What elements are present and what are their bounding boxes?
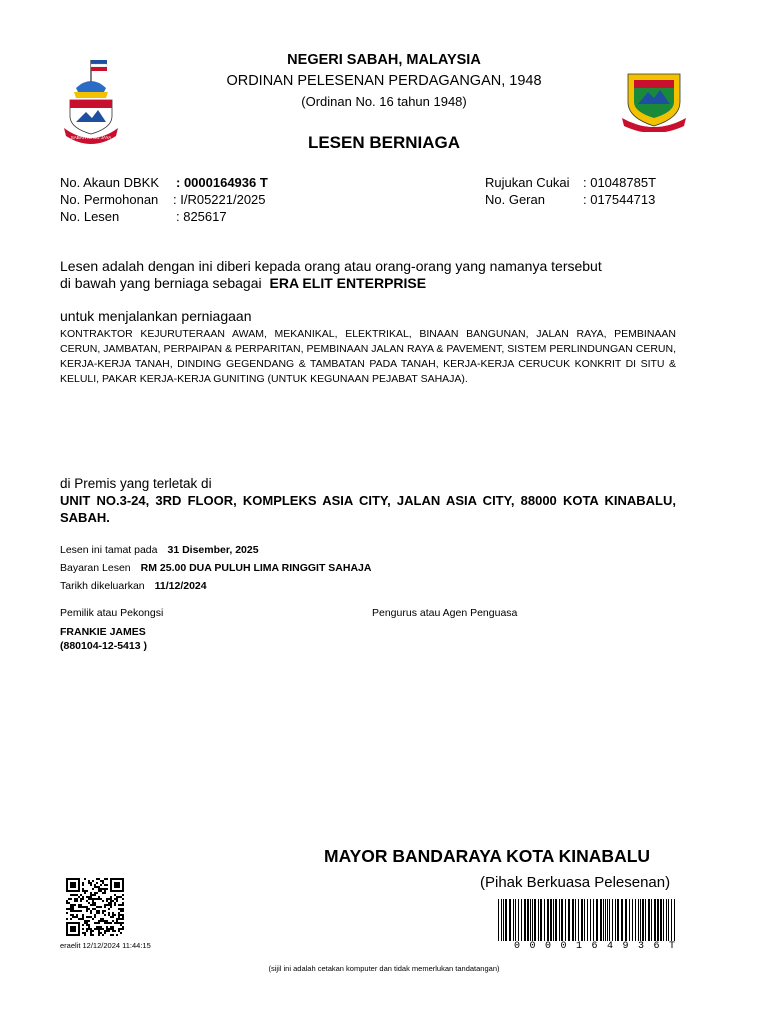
purpose-label: untuk menjalankan perniagaan [60, 308, 252, 324]
fee-row [60, 562, 371, 574]
akaun-value: : 0000164936 T [176, 175, 268, 190]
grant-line-2 [60, 275, 426, 291]
svg-text:SABAH MAJU JAYA: SABAH MAJU JAYA [70, 135, 112, 140]
barcode-text: 0000164936T [514, 941, 685, 952]
agent-label: Pengurus atau Agen Penguasa [372, 607, 518, 619]
issued-value: 11/12/2024 [154, 580, 207, 592]
geran-label: No. Geran [485, 192, 545, 207]
geran-row [485, 192, 655, 207]
issued-row [60, 580, 207, 592]
expiry-row [60, 544, 259, 556]
fee-label: Bayaran Lesen [60, 562, 131, 574]
permohonan-row [60, 192, 266, 207]
owner-label: Pemilik atau Pekongsi [60, 607, 164, 619]
premis-label: di Premis yang terletak di [60, 476, 212, 491]
ordinance-number: (Ordinan No. 16 tahun 1948) [301, 94, 467, 109]
print-stamp: eraelit 12/12/2024 11:44:15 [60, 941, 151, 950]
state-heading: NEGERI SABAH, MALAYSIA [287, 52, 481, 68]
premis-address: UNIT NO.3-24, 3RD FLOOR, KOMPLEKS ASIA CITY, JALAN ASIA CITY, 88000 KOTA KINABALU, SABAH. [60, 493, 676, 525]
fee-value: RM 25.00 DUA PULUH LIMA RINGGIT SAHAJA [140, 562, 372, 574]
lesen-value: : 825617 [176, 209, 227, 224]
cukai-row [485, 175, 656, 190]
barcode [496, 899, 678, 941]
business-description: KONTRAKTOR KEJURUTERAAN AWAM, MEKANIKAL, ELEKTRIKAL, BINAAN BANGUNAN, JALAN RAYA, PEMBINAAN CERUN, JAMBATAN, PERPAIPAN & PERPARITAN, PEMBINAAN JALAN RAYA & PAVEMENT, SISTEM PERLINDUNGAN CERUN, KERJA-KERJA TANAH, DINDING GEGENDANG & TAMBATAN PADA TANAH, KERJA-KERJA CERUCUK KONKRIT DI SITU & KELULI, PAKAR KERJA-KERJA GUNITING (UNTUK KEGUNAAN PEJABAT SAHAJA). [60, 328, 676, 385]
qr-code [66, 878, 124, 936]
owner-ic: (880104-12-5413 ) [60, 640, 147, 652]
grant-line-1: Lesen adalah dengan ini diberi kepada orang atau orang-orang yang namanya tersebut [60, 258, 602, 274]
akaun-row [60, 175, 268, 190]
issued-label: Tarikh dikeluarkan [60, 580, 145, 592]
expiry-value: 31 Disember, 2025 [167, 544, 259, 556]
expiry-label: Lesen ini tamat pada [60, 544, 158, 556]
lesen-row [60, 209, 227, 224]
cukai-label: Rujukan Cukai [485, 175, 570, 190]
permohonan-label: No. Permohonan [60, 192, 159, 207]
lesen-label: No. Lesen [60, 209, 120, 224]
authority-subtitle: (Pihak Berkuasa Pelesenan) [480, 874, 671, 891]
owner-name: FRANKIE JAMES [60, 626, 146, 638]
akaun-label: No. Akaun DBKK [60, 175, 159, 190]
grant-line-2-text: di bawah yang berniaga sebagai [60, 275, 262, 291]
authority-title: MAYOR BANDARAYA KOTA KINABALU [324, 846, 651, 866]
business-name: ERA ELIT ENTERPRISE [269, 275, 427, 291]
footer-note: (sijil ini adalah cetakan komputer dan tidak memerlukan tandatangan) [268, 964, 500, 973]
license-title: LESEN BERNIAGA [307, 133, 461, 152]
permohonan-value: : I/R05221/2025 [173, 192, 266, 207]
cukai-value: : 01048785T [583, 175, 657, 190]
geran-value: : 017544713 [583, 192, 656, 207]
ordinance-title: ORDINAN PELESENAN PERDAGANGAN, 1948 [226, 73, 542, 89]
